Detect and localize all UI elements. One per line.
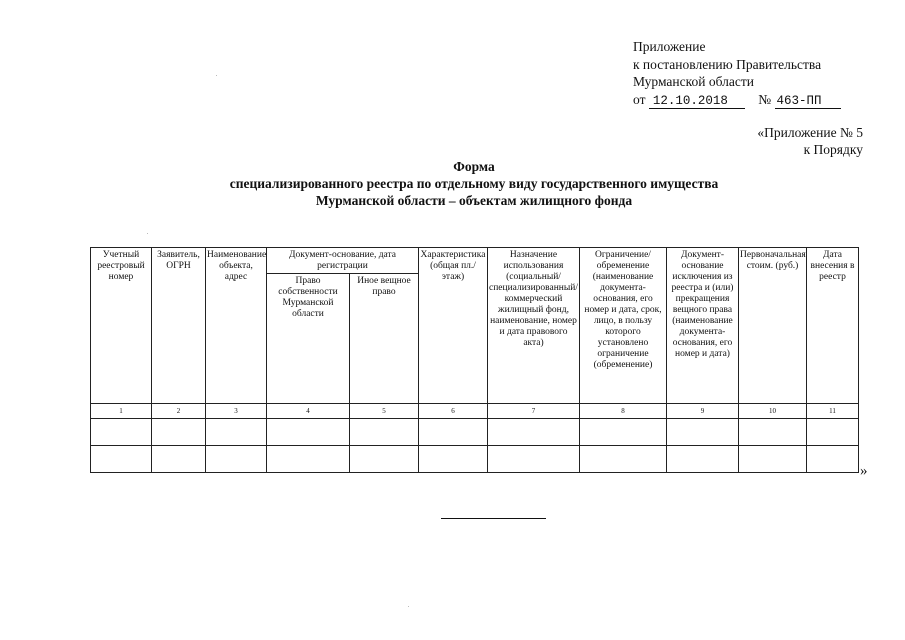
empty-cell bbox=[206, 419, 267, 446]
col-encumbrance-header: Ограничение/ обременение (наименование документа-основания, его номер и дата, срок, лицо, в пользу которого установлено ограничение (обременение) bbox=[580, 248, 667, 404]
empty-cell bbox=[739, 419, 807, 446]
empty-cell bbox=[807, 446, 859, 473]
header-line-appendix: Приложение bbox=[633, 39, 706, 54]
empty-cell bbox=[667, 446, 739, 473]
appendix-ref-line1: «Приложение № 5 bbox=[757, 125, 863, 140]
empty-cell bbox=[580, 446, 667, 473]
appendix-reference bbox=[757, 124, 863, 158]
empty-cell bbox=[267, 446, 350, 473]
appendix-ref-line2: к Порядку bbox=[803, 142, 863, 157]
col-number-cell: 3 bbox=[206, 404, 267, 419]
empty-cell bbox=[419, 419, 488, 446]
from-prefix: от bbox=[633, 91, 646, 107]
empty-cell bbox=[580, 419, 667, 446]
table-empty-row bbox=[91, 446, 859, 473]
header-line-resolution: к постановлению Правительства bbox=[633, 56, 822, 72]
col-entry-date-header: Дата внесения в реестр bbox=[807, 248, 859, 404]
empty-cell bbox=[667, 419, 739, 446]
scan-speck bbox=[408, 606, 409, 607]
form-title-line3: Мурманской области – объектам жилищного фонда bbox=[315, 193, 633, 208]
col-number-cell: 10 bbox=[739, 404, 807, 419]
resolution-number: 463-ПП bbox=[775, 94, 841, 109]
header-date-number bbox=[633, 91, 841, 109]
col-applicant-header: Заявитель, ОГРН bbox=[152, 248, 206, 404]
table-numbering-row bbox=[91, 404, 859, 419]
registry-form-table bbox=[90, 247, 859, 473]
col-number-cell: 1 bbox=[91, 404, 152, 419]
col-number-cell: 5 bbox=[350, 404, 419, 419]
empty-cell bbox=[206, 446, 267, 473]
empty-cell bbox=[739, 446, 807, 473]
col-number-cell: 6 bbox=[419, 404, 488, 419]
col-exclusion-document-header: Документ-основание исключения из реестра и (или) прекращения вещного права (наименование документа-основания, его номер и дата) bbox=[667, 248, 739, 404]
col-basis-document-group-header: Документ-основание, дата регистрации bbox=[267, 248, 419, 274]
scan-speck bbox=[216, 75, 217, 76]
document-header bbox=[633, 38, 841, 109]
col-purpose-header: Назначение использования (социальный/ специализированный/ коммерческий жилищный фонд, наименование, номер и дата правового акта) bbox=[488, 248, 580, 404]
empty-cell bbox=[267, 419, 350, 446]
empty-cell bbox=[488, 446, 580, 473]
col-characteristics-header: Характеристика (общая пл./этаж) bbox=[419, 248, 488, 404]
resolution-date: 12.10.2018 bbox=[649, 94, 745, 109]
col-initial-cost-header: Первоначальная стоим. (руб.) bbox=[739, 248, 807, 404]
scan-speck bbox=[147, 233, 148, 234]
empty-cell bbox=[152, 419, 206, 446]
col-number-cell: 4 bbox=[267, 404, 350, 419]
header-line-region: Мурманской области bbox=[633, 74, 754, 89]
col-number-cell: 2 bbox=[152, 404, 206, 419]
col-object-name-header: Наименование объекта, адрес bbox=[206, 248, 267, 404]
col-registry-number-header: Учетный реестровый номер bbox=[91, 248, 152, 404]
number-prefix: № bbox=[758, 91, 772, 107]
col-number-cell: 11 bbox=[807, 404, 859, 419]
col-ownership-right-header: Право собственности Мурманской области bbox=[267, 274, 350, 404]
form-title bbox=[90, 158, 858, 209]
empty-cell bbox=[488, 419, 580, 446]
table-empty-row bbox=[91, 419, 859, 446]
form-title-line2: специализированного реестра по отдельному виду государственного имущества bbox=[229, 176, 719, 191]
empty-cell bbox=[350, 419, 419, 446]
closing-quote: » bbox=[860, 463, 868, 479]
col-other-right-header: Иное вещное право bbox=[350, 274, 419, 404]
empty-cell bbox=[350, 446, 419, 473]
empty-cell bbox=[152, 446, 206, 473]
table-header-row bbox=[91, 248, 859, 274]
empty-cell bbox=[419, 446, 488, 473]
empty-cell bbox=[807, 419, 859, 446]
col-number-cell: 9 bbox=[667, 404, 739, 419]
empty-cell bbox=[91, 419, 152, 446]
col-number-cell: 7 bbox=[488, 404, 580, 419]
empty-cell bbox=[91, 446, 152, 473]
footer-separator-line bbox=[441, 518, 546, 519]
form-title-line1: Форма bbox=[453, 159, 495, 174]
col-number-cell: 8 bbox=[580, 404, 667, 419]
